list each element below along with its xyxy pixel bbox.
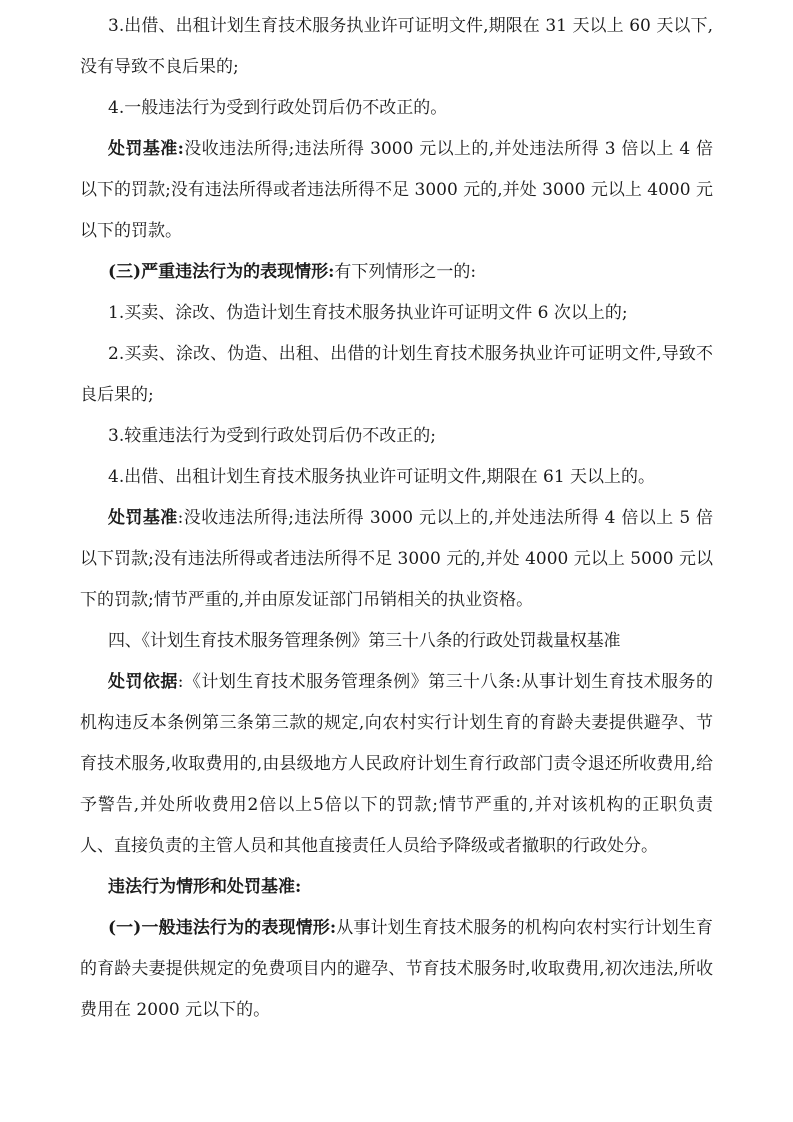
paragraph-text: 3.较重违法行为受到行政处罚后仍不改正的; [108, 426, 436, 446]
paragraph-penalty-basis [80, 662, 713, 867]
paragraph-text: 4.一般违法行为受到行政处罚后仍不改正的。 [108, 98, 448, 118]
paragraph-label: 处罚依据 [108, 672, 178, 692]
paragraph-text: 3.出借、出租计划生育技术服务执业许可证明文件,期限在 31 天以上 60 天以下,没有导致不良后果的; [80, 16, 713, 77]
paragraph-text: 1.买卖、涂改、伪造计划生育技术服务执业许可证明文件 6 次以上的; [108, 303, 628, 323]
paragraph-text: 4.出借、出租计划生育技术服务执业许可证明文件,期限在 61 天以上的。 [108, 467, 656, 487]
paragraph-penalty-standard-2 [80, 129, 713, 252]
section-violation-standards-heading [80, 867, 713, 908]
paragraph-label: 处罚基准 [108, 508, 178, 528]
section-four-heading [80, 621, 713, 662]
paragraph-text: :《计划生育技术服务管理条例》第三十八条:从事计划生育技术服务的机构违反本条例第三条第三款的规定,向农村实行计划生育的育龄夫妻提供避孕、节育技术服务,收取费用的,由县级地方人民政府计划生育行政部门责令退还所收费用,给予警告,并处所收费用2倍以上5倍以下的罚款;情节严重的,并对该机构的正职负责人、直接负责的主管人员和其他直接责任人员给予降级或者撤职的行政处分。 [80, 672, 713, 856]
paragraph-text: 四、《计划生育技术服务管理条例》第三十八条的行政处罚裁量权基准 [108, 631, 621, 651]
paragraph-text: 2.买卖、涂改、伪造、出租、出借的计划生育技术服务执业许可证明文件,导致不良后果的; [80, 344, 713, 405]
paragraph-text: 有下列情形之一的: [334, 262, 477, 282]
paragraph-label: 违法行为情形和处罚基准: [108, 877, 302, 897]
paragraph-text: :没收违法所得;违法所得 3000 元以上的,并处违法所得 4 倍以上 5 倍以下罚款;没有违法所得或者违法所得不足 3000 元的,并处 4000 元以上 5000 元以下的罚款;情节严重的,并由原发证部门吊销相关的执业资格。 [80, 508, 713, 610]
paragraph-item-3-lend-rent [80, 6, 713, 88]
paragraph-text: 没收违法所得;违法所得 3000 元以上的,并处违法所得 3 倍以上 4 倍以下的罚款;没有违法所得或者违法所得不足 3000 元的,并处 3000 元以上 4000 元以下的罚款。 [80, 139, 714, 241]
paragraph-label: (三)严重违法行为的表现情形: [108, 262, 335, 282]
section-general-violation-heading [80, 908, 713, 1031]
paragraph-label: (一)一般违法行为的表现情形: [108, 918, 337, 938]
paragraph-serious-item-4 [80, 457, 713, 498]
paragraph-item-4-uncorrected [80, 88, 713, 129]
paragraph-serious-item-3 [80, 416, 713, 457]
section-serious-violation-heading [80, 252, 713, 293]
paragraph-text: 从事计划生育技术服务的机构向农村实行计划生育的育龄夫妻提供规定的免费项目内的避孕、节育技术服务时,收取费用,初次违法,所收费用在 2000 元以下的。 [80, 918, 713, 1020]
paragraph-serious-item-2 [80, 334, 713, 416]
paragraph-penalty-standard-3 [80, 498, 713, 621]
paragraph-label: 处罚基准: [108, 139, 184, 159]
paragraph-serious-item-1 [80, 293, 713, 334]
